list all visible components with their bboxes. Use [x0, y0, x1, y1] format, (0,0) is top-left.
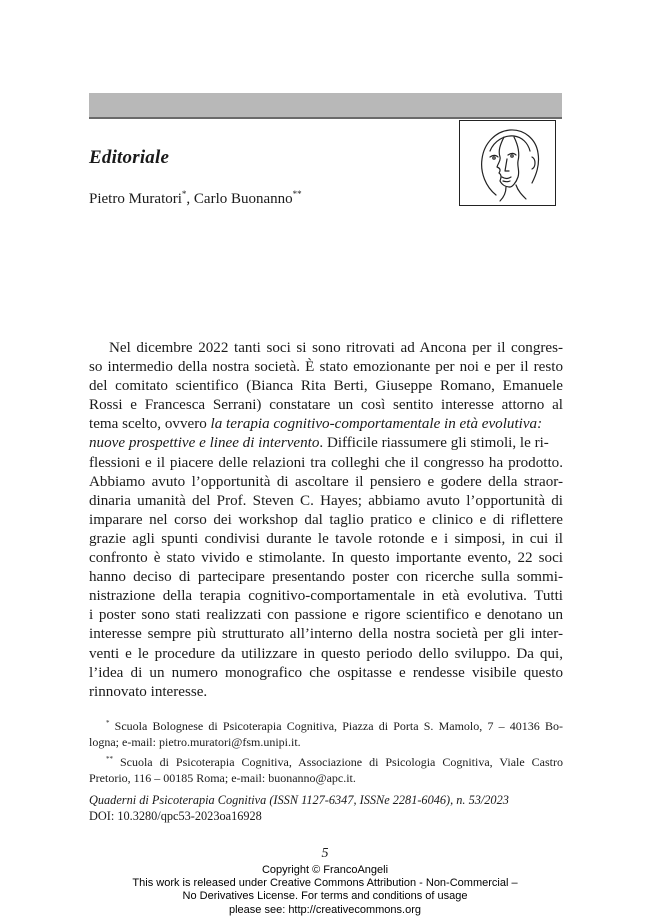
footnotes [89, 715, 563, 787]
doi-link[interactable]: DOI: 10.3280/qpc53-2023oa16928 [89, 809, 262, 823]
body-line: nistrazione della terapia cognitivo-comportamentale in età evolutiva. Tutti [89, 588, 563, 605]
license-line: No Derivatives License. For terms and conditions of usage [182, 890, 468, 903]
body-line [89, 434, 563, 453]
body-line: so intermedio della nostra società. È stato emozionante per noi e per il resto [89, 359, 563, 376]
body-line: venti e le procedure da utilizzare in questo periodo dello sviluppo. Da qui, [89, 645, 563, 662]
body-line: Abbiamo avuto l’opportunità di ascoltare il pensiero e godere della straor- [89, 473, 563, 490]
footnote-marker[interactable]: ** [292, 189, 302, 199]
author-line [89, 189, 302, 208]
footnote-line [89, 715, 563, 734]
footnote-marker[interactable]: * [181, 189, 187, 199]
footnote-text: Scuola Bolognese di Psicoterapia Cognitiva, Piazza di Porta S. Mamolo, 7 – 40136 Bo- [109, 719, 563, 733]
body-line: Nel dicembre 2022 tanti soci si sono ritrovati ad Ancona per il congres- [109, 340, 563, 356]
body-line: grazie agli spunti condivisi durante le tavole rotonde e i simposi, in cui il [89, 530, 563, 547]
footnote-line: logna; e-mail: pietro.muratori@fsm.unipi.it. [89, 735, 301, 750]
license-line: This work is released under Creative Commons Attribution - Non-Commercial – [132, 877, 518, 890]
footnote-marker: * [106, 719, 110, 727]
body-line: dinaria umanità del Prof. Steven C. Hayes; abbiamo avuto l’opportunità di [89, 492, 563, 509]
copyright-line: Copyright © FrancoAngeli [261, 864, 389, 876]
journal-citation: Quaderni di Psicoterapia Cognitiva (ISSN 1127-6347, ISSNe 2281-6046), n. 53/2023 [89, 793, 509, 807]
body-line: l’idea di un numero monografico che ospitasse e rendesse visibile questo [89, 664, 563, 681]
body-line: hanno deciso di partecipare presentando poster con ricerche sulla sommi- [89, 569, 563, 586]
body-text-span: tema scelto, ovvero [89, 416, 211, 433]
author-name: Carlo Buonanno [193, 191, 293, 207]
page-number: 5 [321, 846, 329, 861]
body-line: flessioni e il piacere delle relazioni tra colleghi che il congresso ha prodotto. [89, 454, 563, 471]
body-paragraph [89, 339, 563, 702]
author-name: Pietro Muratori [89, 191, 182, 207]
body-line [89, 415, 563, 434]
body-line: interesse sempre più strutturato all’interno della nostra società per gli inter- [89, 626, 563, 643]
header-band [89, 93, 562, 119]
author-separator: , [186, 191, 194, 207]
license-link[interactable]: please see: http://creativecommons.org [229, 903, 421, 916]
footnote-marker: ** [106, 754, 113, 763]
body-line: confronto è stato vivido e stimolante. In questo importante evento, 22 soci [89, 550, 563, 567]
copyright-notice [0, 864, 650, 917]
body-line: Rossi e Francesca Serrani) constatare un così sentito interesse attorno al [89, 397, 563, 414]
footnote-line [89, 751, 563, 770]
italic-topic: nuove prospettive e linee di intervento [89, 435, 320, 452]
footnote-line: Pretorio, 116 – 00185 Roma; e-mail: buonanno@apc.it. [89, 771, 356, 786]
body-text-span: . Difficile riassumere gli stimoli, le ri- [319, 435, 549, 452]
section-title: Editoriale [89, 147, 170, 168]
body-line: i poster sono stati realizzati con passione e rigore scientifico e denotano un [89, 607, 563, 624]
footnote-text: Scuola di Psicoterapia Cognitiva, Associazione di Psicologia Cognitiva, Viale Castro [113, 754, 563, 769]
italic-topic: la terapia cognitivo-comportamentale in età evolutiva: [210, 416, 543, 433]
body-line: del comitato scientifico (Bianca Rita Berti, Giuseppe Romano, Emanuele [89, 378, 563, 395]
body-line: rinnovato interesse. [89, 683, 208, 700]
journal-info [89, 792, 509, 824]
face-profile-sketch-icon [459, 120, 556, 206]
body-line: imparare nel corso dei workshop dal taglio pratico e clinico e di riflettere [89, 511, 563, 528]
